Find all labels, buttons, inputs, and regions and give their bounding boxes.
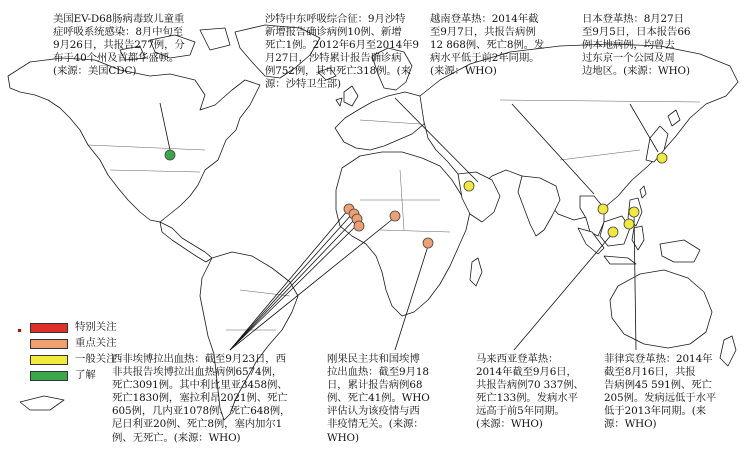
annotation-philippines-dengue: 菲律宾登革热：2014年 截至8月16日，共报 告病例45 591例、死亡 205例。发病远低于水平 低于2013年同期。(来 源：WHO): [604, 353, 717, 431]
legend-item-aware: [30, 368, 140, 382]
marker-saudi: [464, 181, 474, 191]
annotation-drc-ebola: 刚果民主共和国埃博 拉出血热：截至9月18 日，累计报告病例68 例、死亡41例。WHO 评估认为该疫情与西 非疫情无关。(来源： WHO): [327, 353, 430, 444]
antarctic-fragment: [20, 396, 64, 410]
new-zealand: [720, 336, 736, 366]
marker-west-africa-4: [354, 221, 364, 231]
annotation-saudi-mers: 沙特中东呼吸综合征：9月沙特 新增报告确诊病例10例、新增 死亡1例。2012年6月至2014年9 月27日，沙特累计报告确诊病 例752例，其中死亡318例。(来 源：沙特卫生部): [265, 13, 419, 91]
marker-drc: [423, 238, 433, 248]
marker-vietnam: [598, 204, 608, 214]
legend-label-aware: 了解: [75, 369, 96, 381]
marker-usa: [165, 150, 175, 160]
legend-marker-dot: [18, 329, 21, 332]
legend-item-special: [30, 320, 140, 334]
legend-swatch-red: [30, 323, 68, 333]
legend-swatch-orange: [30, 339, 68, 349]
new-guinea: [660, 240, 700, 262]
marker-nigeria: [390, 211, 400, 221]
central-america-landmass: [160, 222, 212, 262]
annotation-usa-ev-d68: 美国EV-D68肠病毒致儿童重 症呼吸系统感染：8月中旬至 9月26日，共报告277例，分 布于40个州及首都华盛顿。 (来源：美国CDC): [53, 13, 185, 78]
legend-swatch-green: [30, 371, 68, 381]
indian-subcontinent: [518, 176, 560, 236]
marker-malaysia: [608, 227, 618, 237]
australia-landmass: [610, 270, 712, 348]
legend-label-key: 重点关注: [75, 337, 117, 349]
sulawesi: [632, 226, 644, 250]
north-america-landmass: [8, 58, 260, 222]
annotation-malaysia-dengue: 马来西亚登革热： 2014年截至9月6日， 共报告病例70 337例、 死亡133例。发病水平 远高于前5年同期。 (来源：WHO): [476, 353, 584, 431]
legend-item-key: [30, 336, 140, 350]
marker-japan: [657, 153, 667, 163]
marker-philippines: [629, 207, 639, 217]
annotation-japan-dengue: 日本登革热：8月27日 至9月5日，日本报告66 例本地病例，均曾去 过东京一个公园及周 边地区。(来源：WHO): [582, 13, 691, 78]
java: [604, 256, 636, 264]
annotation-west-africa-ebola: 西非埃博拉出血热：截至9月23日，西 非共报告埃博拉出血热病例6574例， 死亡3091例。其中利比里亚3458例、 死亡1830例，塞拉利昂2021例、死亡 605例，几内亚1078例、死亡648例， 尼日利亚20例、死亡8例，塞内加尔1 例、无死亡。(来源：WHO): [112, 353, 291, 444]
africa-landmass: [336, 152, 470, 316]
annotation-vietnam-dengue: 越南登革热：2014年截 至9月7日，共报告病例 12 868例、死亡8例。发 病水平低于前2年同期。 (来源：WHO): [430, 13, 545, 78]
legend-label-special: 特别关注: [75, 321, 117, 333]
taiwan: [640, 186, 646, 198]
legend-item-general: [30, 352, 140, 366]
legend-label-general: 一般关注: [75, 353, 117, 365]
marker-indonesia: [624, 219, 634, 229]
legend-swatch-yellow: [30, 355, 68, 365]
madagascar: [470, 258, 482, 286]
